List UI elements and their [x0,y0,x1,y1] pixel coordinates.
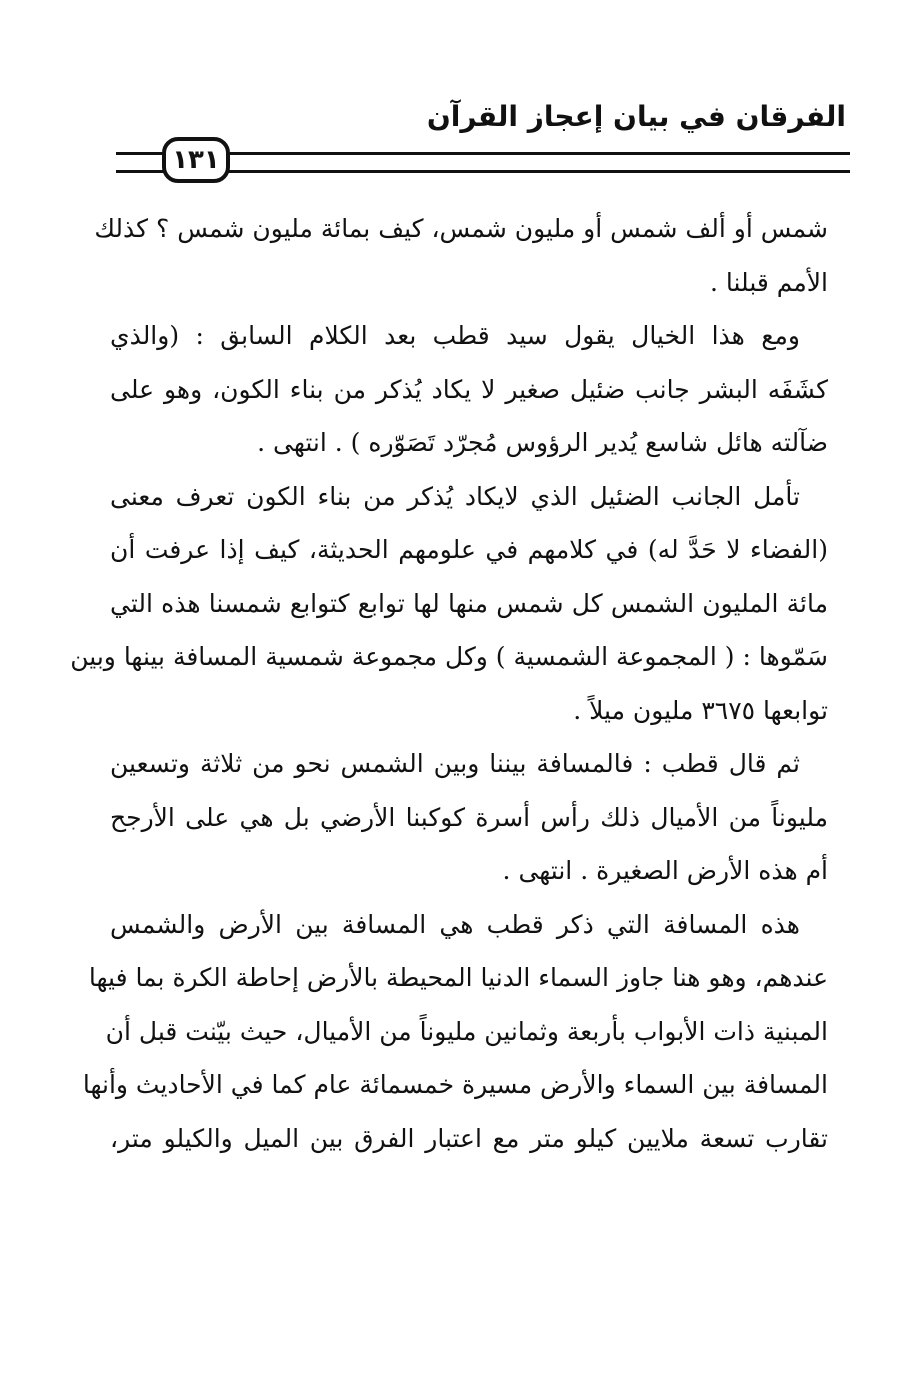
text-line: ضآلته هائل شاسع يُدير الرؤوس مُجرّد تَصَوّره ) . انتهى . [257,428,828,457]
text-line: توابعها ٣٦٧٥ مليون ميلاً . [573,695,828,725]
text-line: سَمّوها : ( المجموعة الشمسية ) وكل مجموعة شمسية المسافة بينها وبين [70,642,828,671]
text-line: تقارب تسعة ملايين كيلو متر مع اعتبار الفرق بين الميل والكيلو متر، [110,1123,828,1153]
text-line: شمس أو ألف شمس أو مليون شمس، كيف بمائة مليون شمس ؟ كذلك [94,214,828,243]
text-line: مائة المليون الشمس كل شمس منها لها توابع كتوابع شمسنا هذه التي [110,588,828,618]
text-line: أم هذه الأرض الصغيرة . انتهى . [502,856,828,885]
text-line: كشَفَه البشر جانب ضئيل صغير لا يكاد يُذكر من بناء الكون، وهو على [110,374,828,404]
text-line: ومع هذا الخيال يقول سيد قطب بعد الكلام السابق : (والذي [110,321,800,350]
text-line: المسافة بين السماء والأرض مسيرة خمسمائة عام كما في الأحاديث وأنها [82,1070,828,1099]
text-line: هذه المسافة التي ذكر قطب هي المسافة بين الأرض والشمس [110,909,800,939]
text-line: المبنية ذات الأبواب بأربعة وثمانين مليوناً من الأميال، حيث بيّنت قبل أن [105,1016,828,1046]
text-line: الأمم قبلنا . [709,267,828,297]
text-line: مليوناً من الأميال ذلك رأس أسرة كوكبنا الأرضي بل هي على الأرجح [110,802,828,832]
text-line: تأمل الجانب الضئيل الذي لايكاد يُذكر من بناء الكون تعرف معنى [110,481,800,511]
text-line: ثم قال قطب : فالمسافة بيننا وبين الشمس نحو من ثلاثة وتسعين [110,749,800,778]
running-title: الفرقان في بيان إعجاز القرآن [426,100,846,133]
page-number: ١٣١ [162,137,230,183]
text-line: عندهم، وهو هنا جاوز السماء الدنيا المحيطة بالأرض إحاطة الكرة بما فيها [88,963,828,992]
text-line: (الفضاء لا حَدَّ له) في كلامهم في علومهم الحديثة، كيف إذا عرفت أن [110,535,828,564]
body-text [70,202,828,1165]
